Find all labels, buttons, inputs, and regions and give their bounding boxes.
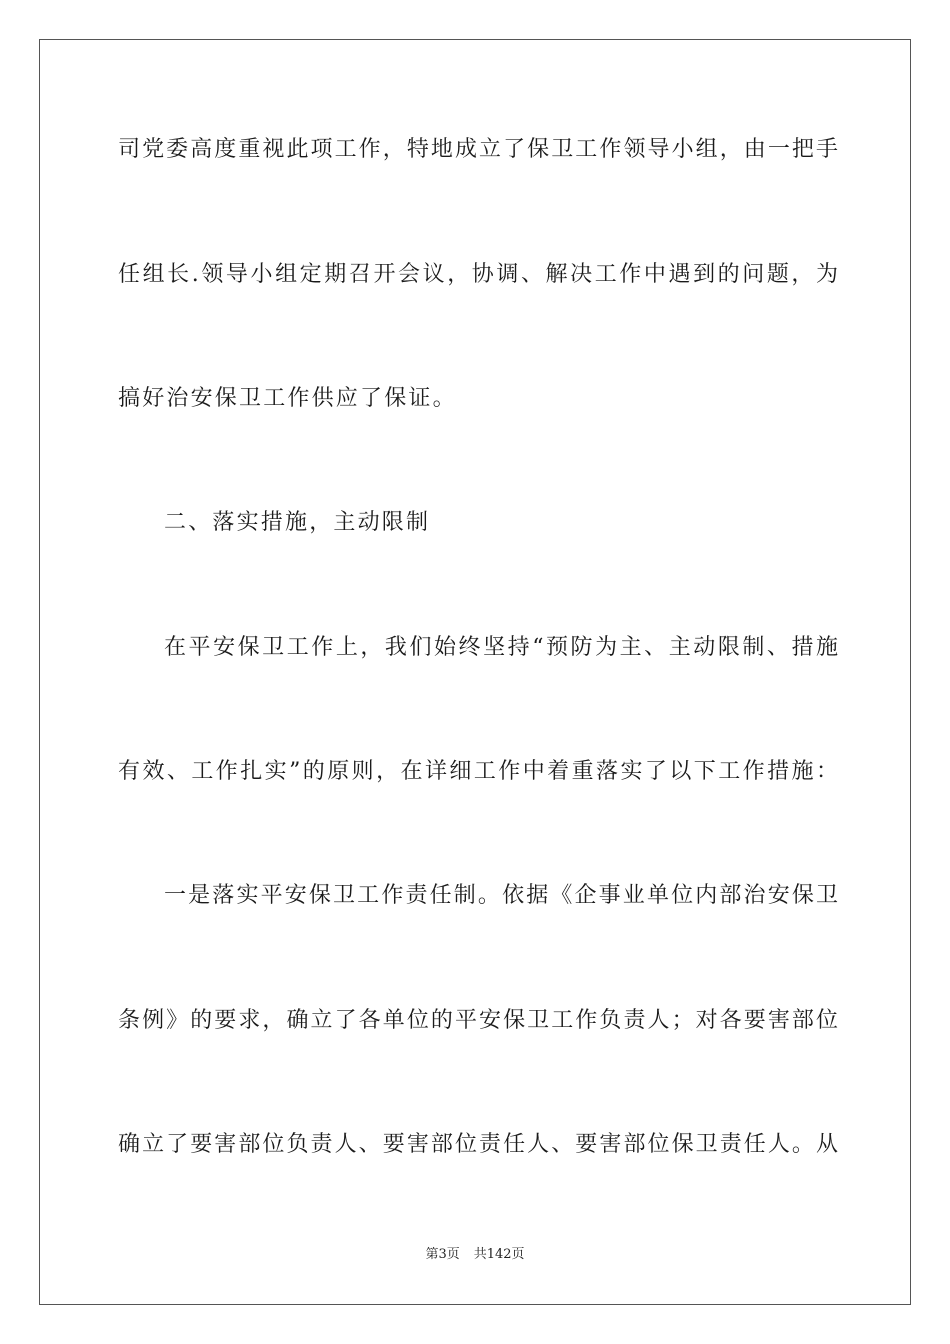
page-number: 第3页 [425, 1247, 460, 1262]
paragraph-line-6: 有效、工作扎实”的原则，在详细工作中着重落实了以下工作措施： [118, 759, 838, 784]
paragraph-line-7: 一是落实平安保卫工作责任制。依据《企事业单位内部治安保卫 [164, 883, 838, 908]
paragraph-line-8: 条例》的要求，确立了各单位的平安保卫工作负责人；对各要害部位 [118, 1008, 838, 1033]
section-heading: 二、落实措施，主动限制 [164, 510, 431, 535]
paragraph-line-9: 确立了要害部位负责人、要害部位责任人、要害部位保卫责任人。从 [118, 1132, 838, 1157]
paragraph-line-2: 任组长.领导小组定期召开会议，协调、解决工作中遇到的问题，为 [118, 262, 838, 287]
paragraph-line-3: 搞好治安保卫工作供应了保证。 [118, 386, 457, 411]
page-footer [0, 1246, 950, 1264]
paragraph-line-5: 在平安保卫工作上，我们始终坚持“预防为主、主动限制、措施 [164, 635, 838, 660]
page-total: 共142页 [473, 1247, 525, 1262]
paragraph-line-1: 司党委高度重视此项工作，特地成立了保卫工作领导小组，由一把手 [118, 137, 838, 162]
page-border [39, 39, 911, 1305]
